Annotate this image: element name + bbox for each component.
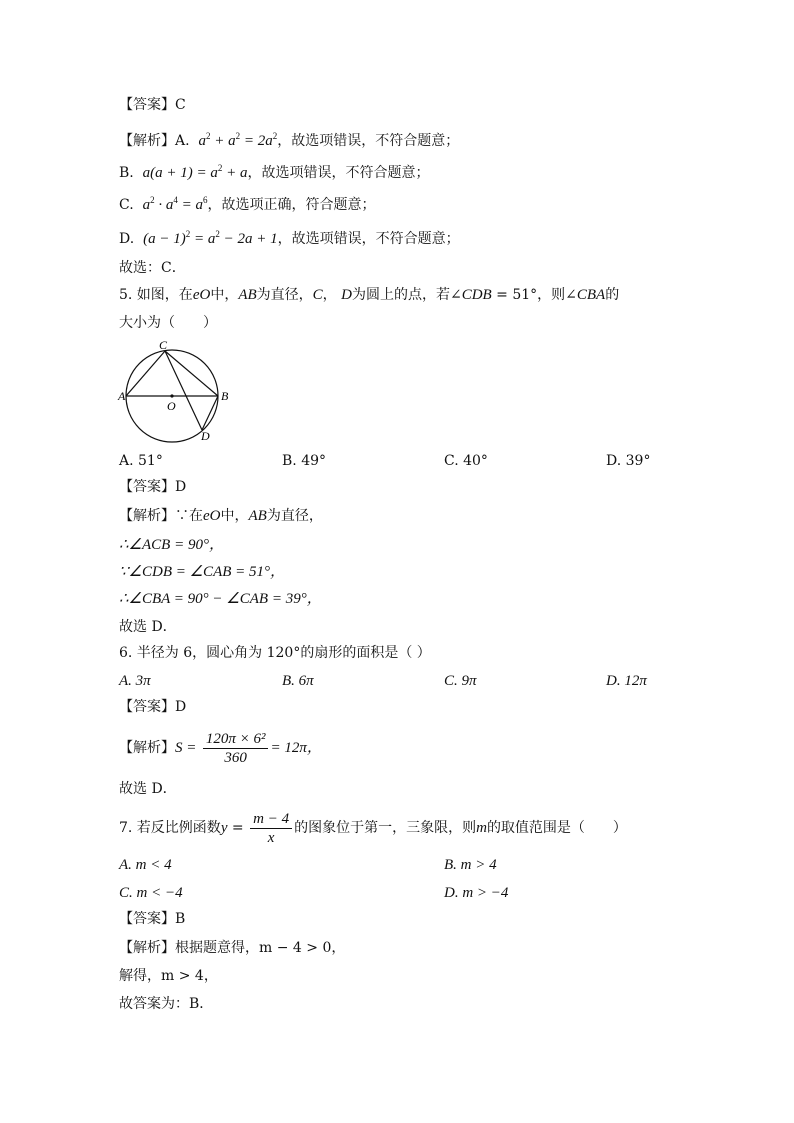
stem-text: 为圆上的点，若∠ — [351, 287, 462, 303]
q5-conclusion: 故选 D． — [119, 619, 177, 635]
chord-cd — [165, 351, 202, 430]
circle-o-symbol: e — [203, 508, 210, 524]
label-d: D — [201, 429, 210, 443]
math-expression: $(a - 1)^2 = a^2 - 2a + 1$ — [143, 229, 278, 247]
answer-value: D — [175, 479, 187, 495]
stem-text: 的取值范围是（ ） — [486, 820, 627, 836]
q6-analysis — [119, 728, 322, 768]
circle-figure — [115, 340, 235, 445]
q5-stem-line1: 5. 如图，在eO中，AB为直径，C， D为圆上的点，若∠CDB = 51°，则∠CBA的 — [119, 287, 620, 303]
center-point — [170, 394, 173, 397]
q5-analysis-2: ∴∠ACB = 90°， — [119, 537, 224, 553]
answer-value: D — [175, 699, 187, 715]
circle-o-symbol: e — [192, 287, 200, 303]
label-a: A — [118, 389, 126, 403]
q5-answer-line — [119, 477, 186, 497]
q4-answer-line — [119, 95, 186, 115]
answer-tag: 【答案】 — [119, 699, 175, 715]
analysis-tag: 【解析】 — [119, 940, 175, 956]
answer-value: C — [175, 97, 186, 113]
q4-analysis-c — [119, 190, 375, 215]
math-symbol: CBA — [576, 287, 606, 303]
fraction-denominator: 360 — [224, 749, 247, 766]
q7-option-d: D. m > −4 — [444, 885, 509, 901]
answer-tag: 【答案】 — [119, 911, 175, 927]
analysis-tag: 【解析】 — [119, 508, 175, 524]
chord-cb — [165, 351, 218, 396]
q5-option-b: B. 49° — [282, 453, 327, 469]
math-symbol: C — [312, 287, 323, 303]
stem-text: 的 — [605, 287, 620, 303]
q6-answer-line — [119, 697, 186, 717]
math-expression: $a^2 \cdot a^4 = a^6$ — [142, 195, 208, 213]
math-symbol: O — [209, 508, 221, 524]
chord-bd — [202, 396, 218, 430]
q6-option-d: D. 12π — [606, 673, 647, 689]
answer-tag: 【答案】 — [119, 479, 175, 495]
analysis-text: 根据题意得，m − 4 > 0， — [175, 940, 346, 956]
q6-option-a: A. 3π — [119, 673, 151, 689]
q5-option-c: C. 40° — [444, 453, 488, 469]
label-o: O — [167, 399, 176, 413]
analysis-text: 为直径， — [266, 508, 323, 524]
q7-option-c: C. m < −4 — [119, 885, 183, 901]
stem-fraction — [250, 810, 292, 847]
analysis-text: ，故选项错误，不符合题意； — [277, 231, 460, 247]
formula-fraction — [203, 730, 269, 767]
answer-value: B — [175, 911, 186, 927]
q4-analysis-a — [119, 126, 459, 151]
q7-answer-line — [119, 909, 185, 929]
math-symbol: D — [341, 287, 352, 303]
q7-analysis-1 — [119, 938, 345, 958]
q6-option-c: C. 9π — [444, 673, 477, 689]
q6-stem: 6. 半径为 6，圆心角为 120°的扇形的面积是（ ） — [119, 645, 431, 661]
q5-stem-line2: 大小为（ ） — [119, 315, 217, 331]
answer-tag: 【答案】 — [119, 97, 175, 113]
q5-analysis-4: ∴∠CBA = 90° − ∠CAB = 39°， — [119, 591, 322, 607]
q6-conclusion: 故选 D． — [119, 781, 177, 797]
q5-option-a: A. 51° — [119, 453, 163, 469]
label-c: C — [159, 340, 168, 352]
q7-option-b: B. m > 4 — [444, 857, 497, 873]
analysis-text: ∵在 — [175, 508, 203, 524]
analysis-text: ，故选项正确，符合题意； — [207, 197, 376, 213]
math-expression: $a^2 + a^2 = 2a^2$ — [198, 131, 278, 149]
stem-text: ，则∠ — [537, 287, 577, 303]
q4-analysis-d — [119, 224, 460, 249]
option-prefix: C. — [119, 197, 134, 213]
label-b: B — [221, 389, 229, 403]
analysis-text: ，故选项错误，不符合题意； — [247, 165, 430, 181]
stem-text: 7. 若反比例函数 — [119, 820, 221, 836]
formula-rhs: = 12π， — [270, 740, 322, 756]
fraction-numerator: 120π × 6² — [203, 730, 269, 749]
analysis-text: 中， — [220, 508, 249, 524]
analysis-text: ，故选项错误，不符合题意； — [277, 133, 460, 149]
option-prefix: D. — [119, 231, 135, 247]
q5-analysis-3: ∵∠CDB = ∠CAB = 51°， — [119, 564, 286, 580]
math-expression: $a(a + 1) = a^2 + a$ — [142, 163, 248, 181]
q7-option-a: A. m < 4 — [119, 857, 172, 873]
fraction-numerator: m − 4 — [250, 810, 292, 829]
q4-conclusion: 故选：C． — [119, 260, 186, 276]
formula-lhs: S = — [175, 740, 197, 756]
option-prefix: A. — [175, 133, 190, 149]
math-symbol: m — [476, 820, 487, 836]
q4-analysis-b — [119, 158, 430, 183]
math-symbol: y — [220, 820, 228, 836]
math-expression: CDB — [461, 287, 492, 303]
analysis-tag: 【解析】 — [119, 740, 175, 756]
q7-stem: 7. 若反比例函数y = $\frac{m - 4}{x}$ 的图象位于第一，三象限，则m的取值范围是（ ） — [119, 810, 627, 846]
q7-conclusion: 故答案为：B． — [119, 996, 214, 1012]
q6-option-b: B. 6π — [282, 673, 314, 689]
math-symbol: O — [199, 287, 211, 303]
q7-analysis-2: 解得，m > 4， — [119, 968, 218, 984]
math-symbol: AB — [248, 508, 267, 524]
math-symbol: AB — [238, 287, 257, 303]
fraction-denominator: x — [267, 829, 275, 846]
q5-option-d: D. 39° — [606, 453, 651, 469]
stem-text: 中， — [210, 287, 239, 303]
stem-text: 5. 如图，在 — [119, 287, 193, 303]
option-prefix: B. — [119, 165, 134, 181]
stem-text: 的图象位于第一，三象限，则 — [294, 820, 477, 836]
q5-analysis-1 — [119, 506, 323, 526]
analysis-tag: 【解析】 — [119, 133, 175, 149]
stem-text: 为直径， — [256, 287, 313, 303]
